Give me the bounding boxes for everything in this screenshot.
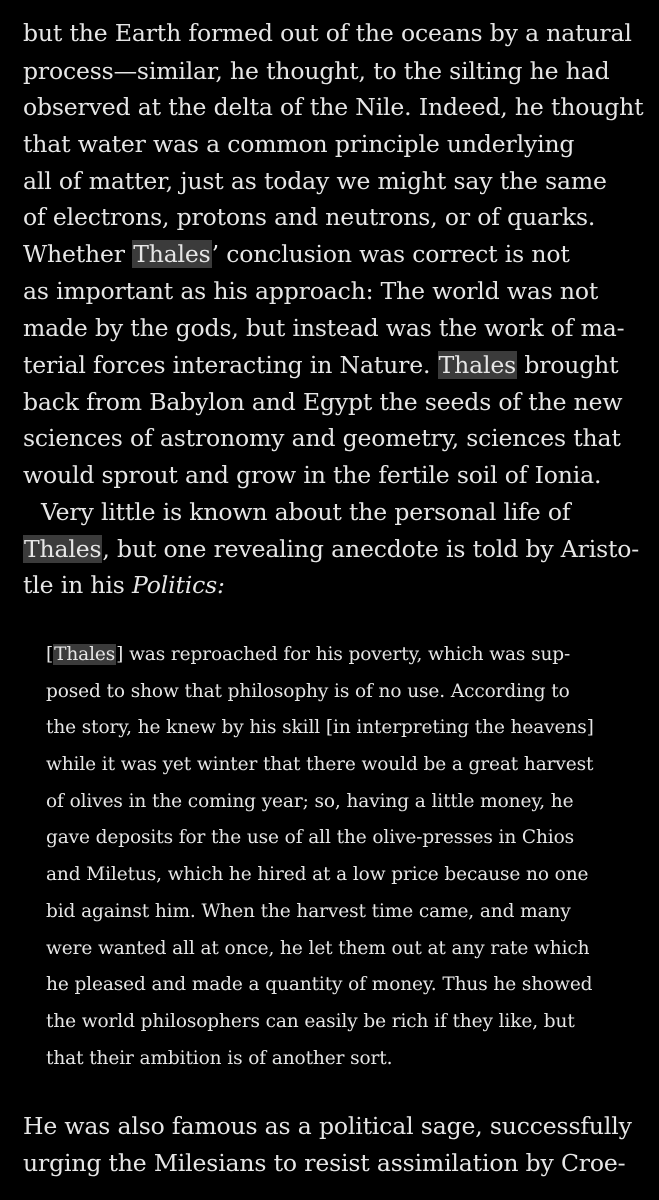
text-line: Thales, but one revealing anecdote is told by Aristo-	[24, 535, 640, 563]
quote-line: and Miletus, which he hired at a low price because no one	[46, 864, 589, 885]
quote-line: he pleased and made a quantity of money. Thus he showed	[46, 974, 593, 995]
search-highlight[interactable]: Thales	[24, 535, 102, 563]
text-line: of electrons, protons and neutrons, or of quarks.	[23, 203, 596, 231]
book-title: Politics:	[132, 571, 225, 599]
quote-line: that their ambition is of another sort.	[46, 1048, 393, 1069]
text-line: all of matter, just as today we might say the same	[23, 167, 607, 195]
text-line: as important as his approach: The world was not	[23, 277, 599, 305]
text-line: made by the gods, but instead was the work of ma-	[23, 314, 625, 342]
search-highlight[interactable]: Thales	[133, 240, 211, 268]
quote-line: the story, he knew by his skill [in interpreting the heavens]	[46, 717, 594, 738]
text-line: He was also famous as a political sage, successfully	[23, 1112, 632, 1140]
quote-line: [Thales] was reproached for his poverty, which was sup-	[46, 644, 571, 665]
quote-line: posed to show that philosophy is of no use. According to	[46, 681, 570, 702]
text-line: Whether Thales’ conclusion was correct is not	[23, 240, 570, 268]
quote-line: the world philosophers can easily be rich if they like, but	[46, 1011, 575, 1032]
text-line: sciences of astronomy and geometry, sciences that	[23, 424, 621, 452]
search-highlight[interactable]: Thales	[438, 351, 516, 379]
text-line: process—similar, he thought, to the silting he had	[23, 57, 610, 85]
quote-line: while it was yet winter that there would be a great harvest	[46, 754, 594, 775]
text-line: would sprout and grow in the fertile soil of Ionia.	[23, 461, 602, 489]
text-line: observed at the delta of the Nile. Indeed, he thought	[23, 93, 644, 121]
quote-line: bid against him. When the harvest time came, and many	[46, 901, 571, 922]
text-line: Very little is known about the personal life of	[41, 498, 571, 526]
quote-line: gave deposits for the use of all the olive-presses in Chios	[46, 827, 575, 848]
text-line: urging the Milesians to resist assimilation by Croe-	[23, 1149, 626, 1177]
text-line: back from Babylon and Egypt the seeds of the new	[23, 388, 623, 416]
quote-line: were wanted all at once, he let them out at any rate which	[46, 938, 590, 959]
text-line: terial forces interacting in Nature. Thales brought	[23, 351, 619, 379]
text-line: that water was a common principle underlying	[23, 130, 575, 158]
search-highlight[interactable]: Thales	[54, 644, 116, 665]
text-line: but the Earth formed out of the oceans by a natural	[23, 19, 632, 47]
text-line: tle in his Politics:	[23, 571, 225, 599]
quote-line: of olives in the coming year; so, having a little money, he	[46, 791, 574, 812]
